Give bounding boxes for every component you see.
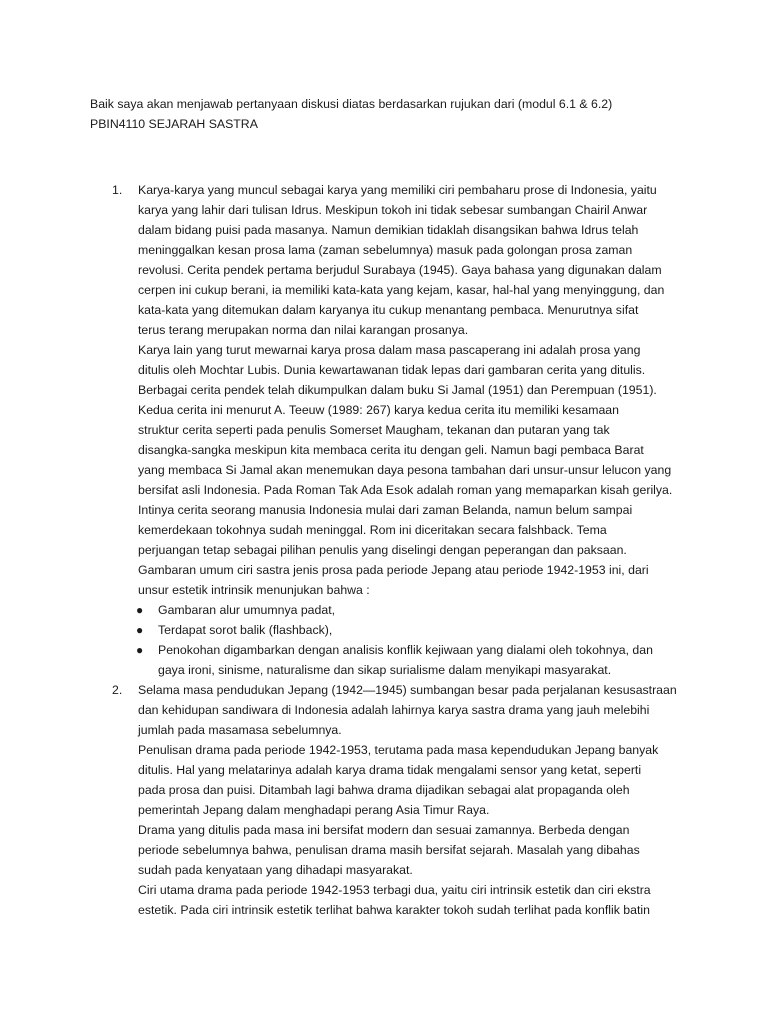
bullet-icon: ● — [136, 603, 144, 617]
text-line: struktur cerita seperti pada penulis Somerset Maugham, tekanan dan putaran yang tak — [138, 423, 610, 437]
intro-paragraph — [90, 94, 710, 134]
text-line: meninggalkan kesan prosa lama (zaman sebelumnya) masuk pada golongan prosa zaman — [138, 243, 633, 257]
text-line: terus terang merupakan norma dan nilai karangan prosanya. — [138, 323, 469, 337]
item-number: 2. — [112, 683, 123, 697]
bullet-text: Terdapat sorot balik (flashback), — [158, 623, 333, 637]
text-line: jumlah pada masamasa sebelumnya. — [138, 723, 342, 737]
text-line: Drama yang ditulis pada masa ini bersifat modern dan sesuai zamannya. Berbeda dengan — [138, 823, 630, 837]
text-line: pada prosa dan puisi. Ditambah lagi bahwa drama dijadikan sebagai alat propaganda oleh — [138, 783, 630, 797]
text-line: periode sebelumnya bahwa, penulisan drama masih bersifat sejarah. Masalah yang dibahas — [138, 843, 640, 857]
text-line: Berbagai cerita pendek telah dikumpulkan dalam buku Si Jamal (1951) dan Perempuan (1951). — [138, 383, 657, 397]
text-line: dan kehidupan sandiwara di Indonesia adalah lahirnya karya sastra drama yang jauh melebihi — [138, 703, 650, 717]
bullet-item — [90, 640, 710, 680]
text-line: Karya-karya yang muncul sebagai karya yang memiliki ciri pembaharu prose di Indonesia, yaitu — [138, 183, 657, 197]
bullet-text: gaya ironi, sinisme, naturalisme dan sikap surialisme dalam menyikapi masyarakat. — [158, 663, 612, 677]
text-line: unsur estetik intrinsik menunjukan bahwa : — [138, 583, 370, 597]
text-line: cerpen ini cukup berani, ia memiliki kata-kata yang kejam, kasar, hal-hal yang menyinggung, dan — [138, 283, 665, 297]
text-line: kemerdekaan tokohnya sudah meninggal. Rom ini diceritakan secara falshback. Tema — [138, 523, 607, 537]
intro-line: PBIN4110 SEJARAH SASTRA — [90, 117, 258, 131]
text-line: Selama masa pendudukan Jepang (1942—1945) sumbangan besar pada perjalanan kesusastraan — [138, 683, 677, 697]
text-line: bersifat asli Indonesia. Pada Roman Tak Ada Esok adalah roman yang memaparkan kisah gerilya. — [138, 483, 673, 497]
text-line: revolusi. Cerita pendek pertama berjudul Surabaya (1945). Gaya bahasa yang digunakan dalam — [138, 263, 662, 277]
text-line: kata-kata yang ditemukan dalam karyanya itu cukup menantang pembaca. Menurutnya sifat — [138, 303, 639, 317]
text-line: yang membaca Si Jamal akan menemukan daya pesona tambahan dari unsur-unsur lelucon yang — [138, 463, 672, 477]
bullet-icon: ● — [136, 643, 144, 657]
text-line: dalam bidang puisi pada masanya. Namun demikian tidaklah disangsikan bahwa Idrus telah — [138, 223, 639, 237]
text-line: ditulis. Hal yang melatarinya adalah karya drama tidak mengalami sensor yang ketat, seperti — [138, 763, 642, 777]
text-line: disangka-sangka meskipun kita membaca cerita itu dengan geli. Namun bagi pembaca Barat — [138, 443, 644, 457]
text-line: ditulis oleh Mochtar Lubis. Dunia kewartawanan tidak lepas dari gambaran cerita yang ditulis. — [138, 363, 646, 377]
bullet-item — [90, 620, 710, 640]
text-line: Ciri utama drama pada periode 1942-1953 terbagi dua, yaitu ciri intrinsik estetik dan ciri ekstra — [138, 883, 651, 897]
text-line: Kedua cerita ini menurut A. Teeuw (1989: 267) karya kedua cerita itu memiliki kesamaan — [138, 403, 619, 417]
item-body — [138, 180, 672, 600]
text-line: Penulisan drama pada periode 1942-1953, terutama pada masa kependudukan Jepang banyak — [138, 743, 659, 757]
text-line: karya yang lahir dari tulisan Idrus. Meskipun tokoh ini tidak sebesar sumbangan Chairil Anwar — [138, 203, 648, 217]
text-line: pemerintah Jepang dalam menghadapi perang Asia Timur Raya. — [138, 803, 490, 817]
bullet-list — [90, 600, 710, 680]
text-line: sudah pada kenyataan yang dihadapi masyarakat. — [138, 863, 413, 877]
text-line: Karya lain yang turut mewarnai karya prosa dalam masa pascaperang ini adalah prosa yang — [138, 343, 641, 357]
item-number: 1. — [112, 183, 123, 197]
intro-line: Baik saya akan menjawab pertanyaan diskusi diatas berdasarkan rujukan dari (modul 6.1 & 6.2) — [90, 97, 613, 111]
text-line: Gambaran umum ciri sastra jenis prosa pada periode Jepang atau periode 1942-1953 ini, dari — [138, 563, 649, 577]
bullet-icon: ● — [136, 623, 144, 637]
text-line: perjuangan tetap sebagai pilihan penulis yang diselingi dengan peperangan dan paksaan. — [138, 543, 627, 557]
bullet-item — [90, 600, 710, 620]
bullet-text: Gambaran alur umumnya padat, — [158, 603, 336, 617]
bullet-text: Penokohan digambarkan dengan analisis konflik kejiwaan yang dialami oleh tokohnya, dan — [158, 643, 653, 657]
text-line: estetik. Pada ciri intrinsik estetik terlihat bahwa karakter tokoh sudah terlihat pada konflik batin — [138, 903, 650, 917]
item-body — [138, 680, 677, 920]
text-line: Intinya cerita seorang manusia Indonesia mulai dari zaman Belanda, namun belum sampai — [138, 503, 633, 517]
